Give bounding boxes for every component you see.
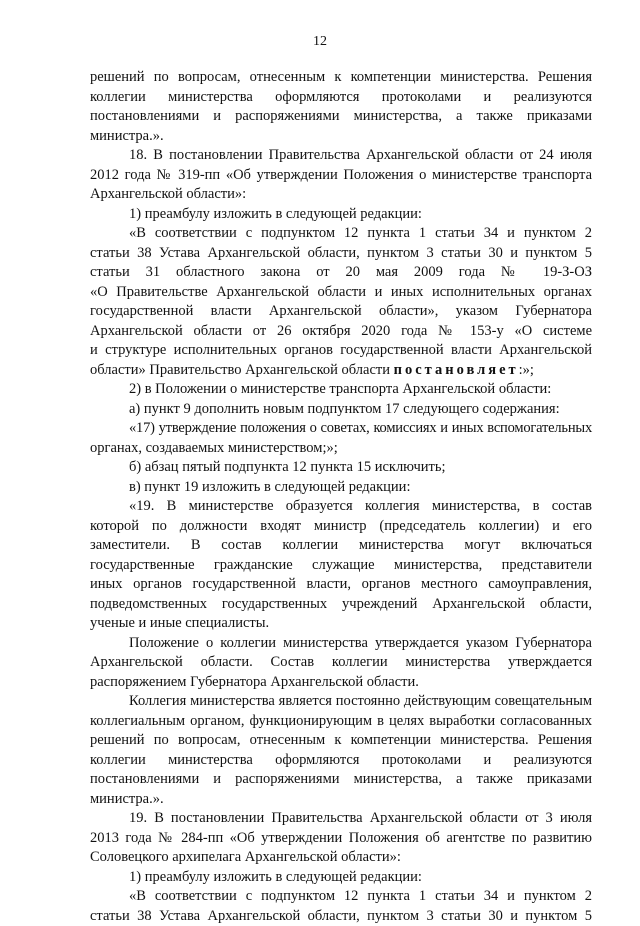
text-line-content: Архангельской области»: [90,186,246,202]
text-line [90,127,592,147]
text-line [90,673,592,693]
text-line-content: государственные гражданские служащие министерства, представители [90,557,592,573]
text-line [90,868,592,888]
text-line [90,224,592,244]
text-line-content: «О Правительстве Архангельской области и иных исполнительных органах [90,284,592,300]
text-line-content: государственной власти Архангельской области», указом Губернатора [90,303,592,319]
text-line [90,907,592,926]
text-line [90,829,592,849]
text-line-content: 2013 года № 284-пп «Об утверждении Положения об агентстве по развитию [90,830,592,846]
text-line [90,322,592,342]
text-line [90,263,592,283]
text-line-content: Положение о коллегии министерства утверждается указом Губернатора [129,635,592,651]
text-line [90,361,592,381]
text-line-content: заместители. В состав коллегии министерства могут включаться [90,537,592,553]
text-line [90,146,592,166]
text-line-content: иных органов государственной власти, органов местного самоуправления, [90,576,592,592]
text-line [90,400,592,420]
text-line-content: 2012 года № 319-пп «Об утверждении Положения о министерстве транспорта [90,167,592,183]
text-line [90,575,592,595]
text-line [90,790,592,810]
text-line [90,244,592,264]
text-line-content: «19. В министерстве образуется коллегия министерства, в состав [129,498,592,514]
text-line-content: постановлениями и распоряжениями министерства, а также приказами [90,108,592,124]
text-line-content: которой по должности входят министр (председатель коллегии) и его [90,518,592,534]
text-line-content: статьи 38 Устава Архангельской области, пунктом 3 статьи 30 и пунктом 5 [90,245,592,261]
text-line-content: «В соответствии с подпунктом 12 пункта 1 статьи 34 и пунктом 2 [129,225,592,241]
text-line [90,185,592,205]
text-line-content: коллегии министерства оформляются протоколами и реализуются [90,89,592,105]
text-line [90,751,592,771]
text-line [90,887,592,907]
text-line-content: Соловецкого архипелага Архангельской области»: [90,849,401,865]
text-line-content: 1) преамбулу изложить в следующей редакции: [129,869,422,885]
text-line [90,692,592,712]
text-line-content: органах, создаваемых министерством;»; [90,440,338,456]
text-line [90,497,592,517]
text-line-content: распоряжением Губернатора Архангельской области. [90,674,419,690]
text-line-content: и структуре исполнительных органов государственной власти Архангельской [90,342,592,358]
text-line-content: Архангельской области. Состав коллегии министерства утверждается [90,654,592,670]
text-line-content: «17) утверждение положения о советах, комиссиях и иных вспомогательных [129,420,592,436]
text-line [90,283,592,303]
text-line [90,517,592,537]
text-line-content: ученые и иные специалисты. [90,615,269,631]
text-line [90,341,592,361]
text-line [90,205,592,225]
text-line [90,458,592,478]
text-line [90,712,592,732]
text-line [90,556,592,576]
text-line-content: 18. В постановлении Правительства Архангельской области от 24 июля [129,147,592,163]
text-line-content: 1) преамбулу изложить в следующей редакции: [129,206,422,222]
text-line-content: коллегиальным органом, функционирующим в целях выработки согласованных [90,713,592,729]
text-line-content: а) пункт 9 дополнить новым подпунктом 17 следующего содержания: [129,401,560,417]
text-line [90,419,592,439]
text-line [90,595,592,615]
text-line-content: «В соответствии с подпунктом 12 пункта 1 статьи 34 и пунктом 2 [129,888,592,904]
document-body [90,68,592,926]
text-line [90,107,592,127]
text-line [90,653,592,673]
text-line [90,88,592,108]
text-line-content: Коллегия министерства является постоянно действующим совещательным [129,693,592,709]
text-line [90,302,592,322]
page-number: 12 [0,34,640,50]
text-line-content: постановлениями и распоряжениями министерства, а также приказами [90,771,592,787]
text-line [90,614,592,634]
text-line-content: 19. В постановлении Правительства Архангельской области от 3 июля [129,810,592,826]
text-line-content: подведомственных государственных учреждений Архангельской области, [90,596,592,612]
text-line [90,809,592,829]
text-line [90,68,592,88]
text-line-content: в) пункт 19 изложить в следующей редакции: [129,479,410,495]
text-line [90,848,592,868]
text-line-content: статьи 38 Устава Архангельской области, пунктом 3 статьи 30 и пунктом 5 [90,908,592,924]
emphasized-word: постановляет [394,362,519,378]
text-line-content: Архангельской области от 26 октября 2020 года № 153-у «О системе [90,323,592,339]
text-line-content: 2) в Положении о министерстве транспорта Архангельской области: [129,381,551,397]
text-line [90,634,592,654]
text-line [90,731,592,751]
text-line-content: статьи 31 областного закона от 20 мая 2009 года № 19-З-ОЗ [90,264,592,280]
text-line [90,478,592,498]
text-line-content: коллегии министерства оформляются протоколами и реализуются [90,752,592,768]
text-line-content: министра.». [90,128,164,144]
text-line [90,770,592,790]
text-line-tail: :»; [519,362,534,378]
text-line-content: б) абзац пятый подпункта 12 пункта 15 исключить; [129,459,446,475]
text-line [90,536,592,556]
text-line [90,380,592,400]
text-line [90,166,592,186]
text-line-content: решений по вопросам, отнесенным к компетенции министерства. Решения [90,69,592,85]
text-line [90,439,592,459]
text-line-content: министра.». [90,791,164,807]
text-line-content: области» Правительство Архангельской области [90,362,394,378]
text-line-content: решений по вопросам, отнесенным к компетенции министерства. Решения [90,732,592,748]
